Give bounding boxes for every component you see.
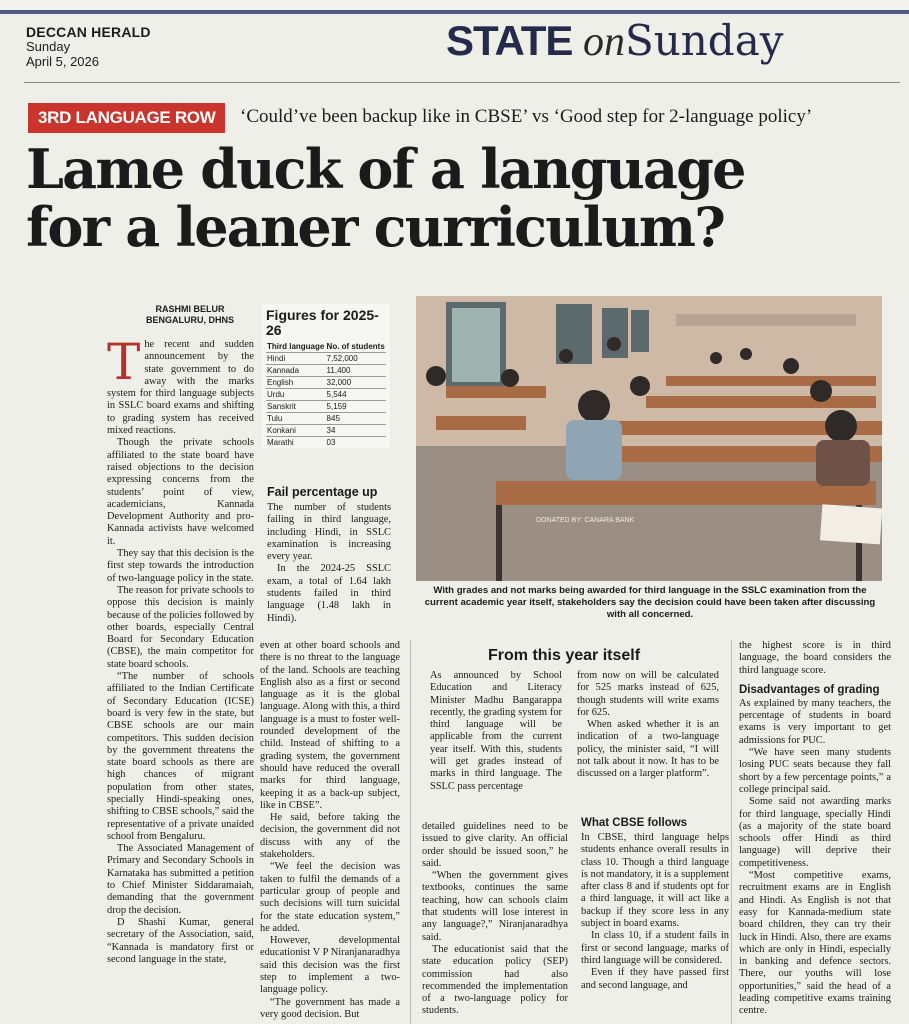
paragraph: “Most competitive exams, recruitment exams are in English and Hindi. As English is not that easy for Kannada-medium state board children, they can try their luck in Hindi. Also, there are exams which are only in Hindi, especially in banking and defence sectors. There, our youths will lose opportunities,” said the head of a leading competitive exams training centre. xyxy=(739,870,891,1017)
paragraph: The Associated Management of Primary and Secondary Schools in Karnataka has submitted a petition to Chief Minister Siddaramaiah, demanding that the government drop the decision. xyxy=(107,843,254,916)
language-cell: Konkani xyxy=(266,425,326,437)
drop-cap: T xyxy=(107,333,141,391)
students-cell: 11,400 xyxy=(326,365,386,377)
students-cell: 845 xyxy=(326,413,386,425)
top-border xyxy=(0,0,909,14)
fail-percentage-box xyxy=(267,485,391,625)
from-year-title: From this year itself xyxy=(488,647,641,664)
article-column-2 xyxy=(260,640,400,1021)
students-cell: 32,000 xyxy=(326,377,386,389)
from-year-column-b xyxy=(577,670,719,781)
figures-title: Figures for 2025-26 xyxy=(266,307,379,338)
byline xyxy=(135,304,245,326)
paragraph: “When the government gives textbooks, continues the same teaching, how can schools claim that students will lose interest in any language?,” Niranjanaradhya said. xyxy=(422,870,568,943)
students-cell: 7,52,000 xyxy=(326,353,386,365)
language-cell: Kannada xyxy=(266,365,326,377)
students-cell: 5,544 xyxy=(326,389,386,401)
figures-col-students: No. of students xyxy=(326,342,385,351)
paragraph: In the 2024-25 SSLC exam, a total of 1.64 lakh students failed in third language (1.48 lakh in Hindi). xyxy=(267,563,391,624)
table-row xyxy=(266,389,386,401)
paragraph: Even if they have passed first and second language, and xyxy=(581,967,729,991)
fail-percentage-title: Fail percentage up xyxy=(267,485,378,499)
paragraph: even at other board schools and there is no threat to the language of the land. Schools are teaching English also as a first or second language as it is the global language. Along with this, a third language is a must to foster well-rounded development of the child. Instead of shifting to a grading system, the government should have reduced the overall marks for third language, keeping it as a back-up subject, like in CBSE”. xyxy=(260,640,400,811)
article-column-5 xyxy=(739,640,891,1018)
masthead-date: April 5, 2026 xyxy=(26,54,99,70)
cbse-title: What CBSE follows xyxy=(581,817,688,829)
paragraph: D Shashi Kumar, general secretary of the Association, said, “Kannada is mandatory first or second language in the state, xyxy=(107,916,254,965)
students-cell: 5,159 xyxy=(326,401,386,413)
table-row xyxy=(266,401,386,413)
column-rule xyxy=(731,640,732,1024)
paragraph: Some said not awarding marks for third language, specially Hindi (as a majority of the state board schools offer Hindi as third language) will deprive their competitiveness. xyxy=(739,796,891,869)
paper-name: DECCAN HERALD xyxy=(26,24,151,40)
kicker-text: ‘Could’ve been backup like in CBSE’ vs ‘Good step for 2-language policy’ xyxy=(240,106,813,127)
paragraph: “We have seen many students losing PUC seats because they fall short by a few percentage points,” a college principal said. xyxy=(739,747,891,795)
cbse-box xyxy=(581,816,729,992)
paragraph: Though the private schools affiliated to the state board have raised objections to the decision expressing concerns from the students’ point of view, academicians, Kannada Development Authority and pro-Kannada activists have welcomed it. xyxy=(107,437,254,547)
masthead-rule xyxy=(24,82,900,83)
masthead-day: Sunday xyxy=(26,39,71,55)
section-sunday: Sunday xyxy=(624,16,784,65)
section-state: STATE xyxy=(446,17,573,64)
paragraph: The number of students failing in third language, including Hindi, in SSLC examination is increasing every year. xyxy=(267,502,391,563)
article-column-1 xyxy=(107,333,254,966)
students-cell: 03 xyxy=(326,437,386,449)
language-cell: Sanskrit xyxy=(266,401,326,413)
bench-label: DONATED BY: CANARA BANK xyxy=(536,517,635,524)
kicker-badge: 3RD LANGUAGE ROW xyxy=(28,103,225,133)
lead-text: he recent and sudden announcement by the state government to do away with the marks system for third language subjects in SSLC board exams and shifting to grading system has received mixed reactions. xyxy=(107,339,254,437)
classroom-image xyxy=(416,296,882,581)
language-cell: Marathi xyxy=(266,437,326,449)
language-cell: Hindi xyxy=(266,353,326,365)
paragraph: The educationist said that the state education policy (SEP) commission had also recommended the implementation of a two-language policy for students. xyxy=(422,943,568,1017)
paragraph: However, developmental educationist V P Niranjanaradhya said this decision was the first step to implement a two-language policy. xyxy=(260,935,400,996)
section-title xyxy=(446,16,784,65)
byline-author: RASHMI BELUR xyxy=(155,304,225,314)
paragraph: They say that this decision is the first step towards the introduction of two-language policy in the state. xyxy=(107,548,254,584)
table-row xyxy=(266,437,386,449)
language-cell: Tulu xyxy=(266,413,326,425)
disadvantages-title: Disadvantages of grading xyxy=(739,683,880,696)
paragraph: from now on will be calculated for 525 marks instead of 625, though students will write exams for 625. xyxy=(577,670,719,718)
lead-paragraph xyxy=(107,333,254,437)
paragraph: “We feel the decision was taken to fulfil the demands of a particular group of people and such decisions will turn suicidal for the state education system,” he added. xyxy=(260,861,400,934)
table-row xyxy=(266,377,386,389)
column-rule xyxy=(410,640,411,1024)
masthead xyxy=(26,24,151,70)
paragraph: When asked whether it is an indication of a two-language policy, the minister said, “I will not talk about it now. It has to be discussed on a larger platform”. xyxy=(577,719,719,780)
article-column-3 xyxy=(422,821,568,1018)
byline-dateline: BENGALURU, DHNS xyxy=(145,315,234,325)
students-cell: 34 xyxy=(326,425,386,437)
figures-table xyxy=(266,341,386,448)
table-row xyxy=(266,425,386,437)
table-row xyxy=(266,353,386,365)
classroom-photo xyxy=(416,296,882,581)
paragraph: detailed guidelines need to be issued to give clarity. An official order should be issued soon,” he said. xyxy=(422,821,568,869)
paragraph: In CBSE, third language helps students enhance overall results in class 10. Though a third language is not mandatory, it is a supplement after class 8 and if students opt for a third language, it will act like a backup if they score less in any subject in board exams. xyxy=(581,832,729,930)
paragraph: “The government has made a very good decision. But xyxy=(260,996,400,1020)
paragraph: “The number of schools affiliated to the Indian Certificate of Secondary Education (ICSE) board is very few in the state, but CBSE schools are our main competitors. This sudden decision by the government threatens the state board schools as there are high chances of migrant population from other states, specially Hindi-speaking ones, shifting to CBSE schools,” said the representative of a private unaided school from Bengaluru. xyxy=(107,671,254,842)
language-cell: English xyxy=(266,377,326,389)
headline: Lame duck of a language for a leaner curriculum? xyxy=(26,137,745,259)
table-row xyxy=(266,413,386,425)
paragraph: the highest score is in third language, the board considers the third language score. xyxy=(739,640,891,676)
paragraph: He said, before taking the decision, the government did not discuss with any of the stakeholders. xyxy=(260,812,400,861)
paragraph: As explained by many teachers, the percentage of students in board exams is very important to get admissions for PUC. xyxy=(739,697,891,746)
table-row xyxy=(266,365,386,377)
figures-box xyxy=(262,304,390,448)
from-year-column-a xyxy=(430,670,562,793)
paragraph: As announced by School Education and Literacy Minister Madhu Bangarappa recently, the grading system for third language will be applicable from the current year itself. With this, students will get grades instead of marks in third language. The SSLC pass percentage xyxy=(430,670,562,792)
figures-col-language: Third language xyxy=(267,342,325,351)
photo-caption: With grades and not marks being awarded for third language in the SSLC examination from the current academic year itself, stakeholders say the decision could have been taken after discussing with all concerned. xyxy=(424,585,876,620)
paragraph: In class 10, if a student fails in first or second language, marks of third language will be considered. xyxy=(581,930,729,966)
section-on: on xyxy=(582,19,625,65)
paragraph: The reason for private schools to oppose this decision is mainly because of the policies followed by other boards, especially Central Board for Secondary Education (CBSE), the main competitor for state board schools. xyxy=(107,584,254,670)
language-cell: Urdu xyxy=(266,389,326,401)
